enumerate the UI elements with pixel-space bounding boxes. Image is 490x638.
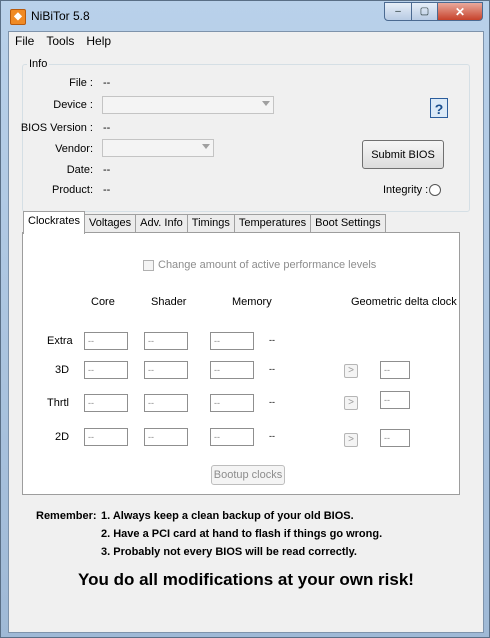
note-item: 1. Always keep a clean backup of your old BIOS. <box>101 510 354 522</box>
shader-input-extra[interactable]: -- <box>144 332 188 350</box>
minimize-button[interactable]: – <box>384 2 412 21</box>
extra-value: -- <box>269 397 275 407</box>
file-value: -- <box>103 77 111 89</box>
app-logo-icon: ◆ <box>10 9 26 25</box>
menu-help[interactable]: Help <box>86 34 112 48</box>
memory-input-3d[interactable]: -- <box>210 361 254 379</box>
product-label: Product: <box>52 184 93 196</box>
remember-label: Remember: <box>36 510 97 522</box>
close-button[interactable]: ✕ <box>438 2 483 21</box>
integrity-label: Integrity : <box>383 184 429 196</box>
chevron-down-icon <box>202 144 210 149</box>
perf-levels-label: Change amount of active performance levels <box>158 259 377 271</box>
vendor-combobox[interactable] <box>102 139 214 157</box>
row-label-2d: 2D <box>55 431 70 443</box>
tab-timings[interactable]: Timings <box>187 214 235 233</box>
client-area <box>8 31 484 633</box>
clockrates-panel <box>22 232 460 495</box>
core-input-3d[interactable]: -- <box>84 361 128 379</box>
tab-temperatures[interactable]: Temperatures <box>234 214 311 233</box>
date-label: Date: <box>66 164 93 176</box>
core-header: Core <box>91 296 115 308</box>
apply-delta-3d-button[interactable]: > <box>344 364 358 378</box>
menu-tools[interactable]: Tools <box>46 34 75 48</box>
extra-value: -- <box>269 431 275 441</box>
tab-voltages[interactable]: Voltages <box>84 214 136 233</box>
apply-delta-thrtl-button[interactable]: > <box>344 396 358 410</box>
date-value: -- <box>103 164 111 176</box>
shader-input-3d[interactable]: -- <box>144 361 188 379</box>
vendor-label: Vendor: <box>55 143 93 155</box>
info-group-label: Info <box>29 58 48 70</box>
help-icon[interactable]: ? <box>430 98 448 118</box>
device-combobox[interactable] <box>102 96 274 114</box>
core-input-2d[interactable]: -- <box>84 428 128 446</box>
perf-levels-checkbox[interactable] <box>143 260 154 271</box>
delta-clock-header: Geometric delta clock <box>351 296 457 308</box>
memory-input-extra[interactable]: -- <box>210 332 254 350</box>
device-label: Device : <box>53 99 93 111</box>
delta-input-2d[interactable]: -- <box>380 429 410 447</box>
tab-clockrates[interactable]: Clockrates <box>23 211 85 234</box>
note-item: 3. Probably not every BIOS will be read correctly. <box>101 546 357 558</box>
extra-value: -- <box>269 364 275 374</box>
bios-version-label: BIOS Version : <box>20 122 93 134</box>
window-title: NiBiTor 5.8 <box>31 9 90 23</box>
memory-input-thrtl[interactable]: -- <box>210 394 254 412</box>
bios-version-value: -- <box>103 122 111 134</box>
core-input-thrtl[interactable]: -- <box>84 394 128 412</box>
row-label-3d: 3D <box>55 364 70 376</box>
product-value: -- <box>103 184 111 196</box>
title-bar[interactable] <box>1 1 489 31</box>
memory-input-2d[interactable]: -- <box>210 428 254 446</box>
submit-bios-button[interactable]: Submit BIOS <box>362 140 444 169</box>
shader-input-thrtl[interactable]: -- <box>144 394 188 412</box>
file-label: File : <box>69 77 93 89</box>
tab-boot-settings[interactable]: Boot Settings <box>310 214 385 233</box>
tab-adv-info[interactable]: Adv. Info <box>135 214 188 233</box>
core-input-extra[interactable]: -- <box>84 332 128 350</box>
menu-file[interactable]: File <box>15 34 35 48</box>
chevron-down-icon <box>262 101 270 106</box>
row-label-thrtl: Thrtl <box>47 397 69 409</box>
delta-input-thrtl[interactable]: -- <box>380 391 410 409</box>
apply-delta-2d-button[interactable]: > <box>344 433 358 447</box>
tab-strip <box>23 214 385 234</box>
menu-bar <box>9 32 483 50</box>
extra-value: -- <box>269 335 275 345</box>
bootup-clocks-button[interactable]: Bootup clocks <box>211 465 285 485</box>
shader-input-2d[interactable]: -- <box>144 428 188 446</box>
memory-header: Memory <box>232 296 272 308</box>
delta-input-3d[interactable]: -- <box>380 361 410 379</box>
row-label-extra: Extra <box>47 335 73 347</box>
shader-header: Shader <box>151 296 187 308</box>
integrity-indicator <box>429 184 441 196</box>
note-item: 2. Have a PCI card at hand to flash if things go wrong. <box>101 528 383 540</box>
risk-warning: You do all modifications at your own risk! <box>78 570 414 589</box>
maximize-button[interactable]: ▢ <box>412 2 438 21</box>
